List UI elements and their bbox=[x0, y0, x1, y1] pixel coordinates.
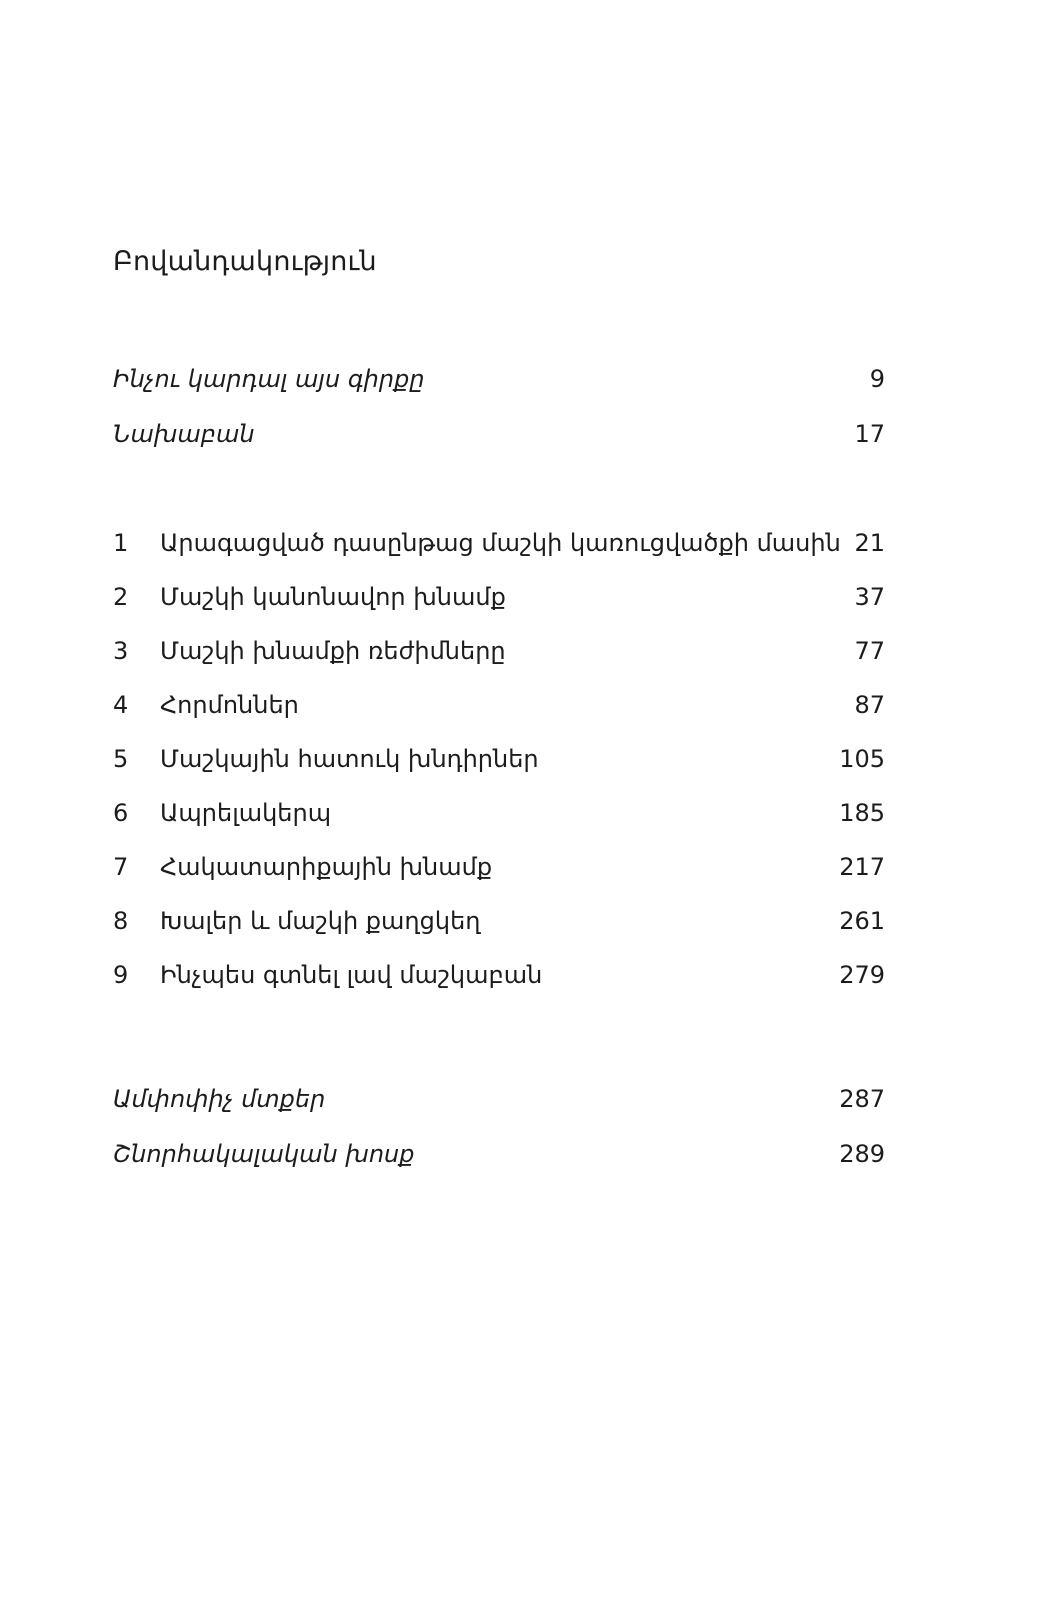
entry-page-number: 185 bbox=[839, 798, 885, 827]
entry-title: Ինչու կարդալ այս գիրքը bbox=[113, 365, 425, 394]
toc-entry-chapter-5 bbox=[113, 732, 885, 786]
chapter-title: Խալեր և մաշկի քաղցկեղ bbox=[160, 906, 481, 935]
toc-entry-preface bbox=[113, 407, 885, 462]
chapter-title: Մաշկային հատուկ խնդիրներ bbox=[160, 744, 539, 773]
chapter-title: Հորմոններ bbox=[160, 690, 299, 719]
entry-page-number: 77 bbox=[854, 636, 885, 665]
toc-entry-chapter-2 bbox=[113, 570, 885, 624]
chapter-list bbox=[113, 516, 885, 1002]
back-matter-list bbox=[113, 1072, 885, 1182]
entry-title: Նախաբան bbox=[113, 420, 255, 449]
entry-title: Շնորհակալական խոսք bbox=[113, 1140, 415, 1169]
toc-entry-chapter-9 bbox=[113, 948, 885, 1002]
toc-entry-chapter-4 bbox=[113, 678, 885, 732]
chapter-title: Ապրելակերպ bbox=[160, 798, 332, 827]
chapter-title: Արագացված դասընթաց մաշկի կառուցվածքի մասին bbox=[160, 528, 841, 557]
chapter-title: Ինչպես գտնել լավ մաշկաբան bbox=[160, 960, 543, 989]
entry-page-number: 9 bbox=[869, 365, 885, 394]
entry-page-number: 17 bbox=[854, 420, 885, 449]
toc-entry-why-read bbox=[113, 352, 885, 407]
toc-entry-chapter-1 bbox=[113, 516, 885, 570]
entry-page-number: 105 bbox=[839, 744, 885, 773]
toc-entry-chapter-3 bbox=[113, 624, 885, 678]
entry-page-number: 289 bbox=[839, 1140, 885, 1169]
page-title: Բովանդակություն bbox=[113, 246, 377, 277]
toc-entry-chapter-7 bbox=[113, 840, 885, 894]
entry-page-number: 37 bbox=[854, 582, 885, 611]
chapter-title: Մաշկի խնամքի ռեժիմները bbox=[160, 636, 506, 665]
entry-title: Ամփոփիչ մտքեր bbox=[113, 1085, 326, 1114]
front-matter-list bbox=[113, 352, 885, 462]
entry-page-number: 21 bbox=[854, 528, 885, 557]
chapter-number: 8 bbox=[113, 906, 129, 935]
chapter-number: 6 bbox=[113, 798, 129, 827]
chapter-number: 7 bbox=[113, 852, 129, 881]
toc-entry-chapter-6 bbox=[113, 786, 885, 840]
toc-entry-chapter-8 bbox=[113, 894, 885, 948]
toc-entry-acknowledgments bbox=[113, 1127, 885, 1182]
chapter-number: 5 bbox=[113, 744, 129, 773]
entry-page-number: 287 bbox=[839, 1085, 885, 1114]
chapter-number: 4 bbox=[113, 690, 129, 719]
chapter-number: 1 bbox=[113, 528, 129, 557]
entry-page-number: 261 bbox=[839, 906, 885, 935]
chapter-title: Մաշկի կանոնավոր խնամք bbox=[160, 582, 506, 611]
chapter-number: 3 bbox=[113, 636, 129, 665]
chapter-number: 2 bbox=[113, 582, 129, 611]
toc-entry-closing-thoughts bbox=[113, 1072, 885, 1127]
entry-page-number: 87 bbox=[854, 690, 885, 719]
chapter-number: 9 bbox=[113, 960, 129, 989]
entry-page-number: 279 bbox=[839, 960, 885, 989]
entry-page-number: 217 bbox=[839, 852, 885, 881]
chapter-title: Հակատարիքային խնամք bbox=[160, 852, 493, 881]
